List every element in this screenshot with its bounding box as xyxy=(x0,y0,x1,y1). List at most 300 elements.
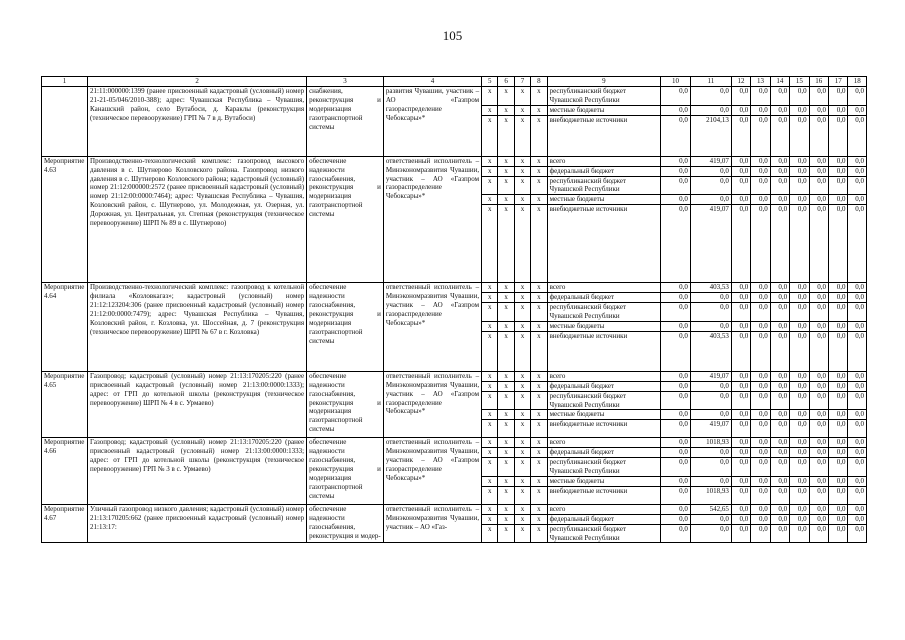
value-cell: 0,0 xyxy=(809,195,828,205)
value-cell: 0,0 xyxy=(770,448,789,458)
value-cell: 0,0 xyxy=(690,166,731,176)
code-cell: x xyxy=(514,166,530,176)
code-cell: x xyxy=(531,321,547,331)
value-cell: 0,0 xyxy=(848,524,867,543)
value-cell: 0,0 xyxy=(790,205,809,283)
value-cell: 0,0 xyxy=(661,458,691,477)
value-cell: 0,0 xyxy=(751,283,770,293)
value-cell: 0,0 xyxy=(809,410,828,420)
value-cell: 0,0 xyxy=(829,87,848,106)
code-cell: x xyxy=(482,321,498,331)
column-number: 17 xyxy=(829,77,848,87)
value-cell: 0,0 xyxy=(751,176,770,195)
value-cell: 0,0 xyxy=(731,410,750,420)
code-cell: x xyxy=(531,105,547,115)
value-cell: 0,0 xyxy=(848,293,867,303)
code-cell: x xyxy=(514,514,530,524)
value-cell: 0,0 xyxy=(790,87,809,106)
value-cell: 0,0 xyxy=(661,331,691,371)
value-cell: 0,0 xyxy=(751,331,770,371)
value-cell: 403,53 xyxy=(690,283,731,293)
measure-description: Производственно-технологический комплекс: газопровод к котельной филиала «Козловкагаз»; кадастровый (условный) номер 21:12:123204:306 (ранее присвоенный кадастровый (условный) номер 21:12:00:0000:7479); адрес: Чувашская Республика – Чувашия, Козловский район, г. Козловка, ул. Шоссейная, д. 7 (реконструкция (техническое перевооружение) ШРП № 67 в г. Козловка) xyxy=(88,283,307,372)
code-cell: x xyxy=(482,303,498,322)
value-cell: 0,0 xyxy=(690,458,731,477)
value-cell: 0,0 xyxy=(731,458,750,477)
measure-description: Газопровод; кадастровый (условный) номер 21:13:170205:220 (ранее присвоенный кадастровый (условный) номер 21:13:00:0000:1333; адрес: от ГРП до котельной школы (реконструкция (техническое перевооружение) ГРП № 3 в с. Урмаево) xyxy=(88,438,307,505)
value-cell: 0,0 xyxy=(848,105,867,115)
value-cell: 0,0 xyxy=(770,321,789,331)
value-cell: 0,0 xyxy=(751,105,770,115)
code-cell: x xyxy=(531,410,547,420)
value-cell: 0,0 xyxy=(770,371,789,381)
measure-goal: обеспечение надежности газоснабжения, реконструкция и модернизация газотранспортной системы xyxy=(307,283,384,372)
code-cell: x xyxy=(514,303,530,322)
code-cell: x xyxy=(482,458,498,477)
funding-source: республиканский бюджет Чувашской Республики xyxy=(547,87,661,106)
funding-source: республиканский бюджет Чувашской Республики xyxy=(547,176,661,195)
code-cell: x xyxy=(482,514,498,524)
value-cell: 0,0 xyxy=(661,420,691,438)
code-cell: x xyxy=(482,176,498,195)
value-cell: 419,07 xyxy=(690,420,731,438)
value-cell: 0,0 xyxy=(848,458,867,477)
value-cell: 0,0 xyxy=(790,391,809,410)
code-cell: x xyxy=(482,105,498,115)
value-cell: 0,0 xyxy=(690,514,731,524)
value-cell: 0,0 xyxy=(770,195,789,205)
code-cell: x xyxy=(482,476,498,486)
code-cell: x xyxy=(531,486,547,504)
value-cell: 0,0 xyxy=(690,195,731,205)
value-cell: 0,0 xyxy=(809,486,828,504)
code-cell: x xyxy=(514,293,530,303)
value-cell: 0,0 xyxy=(848,156,867,166)
value-cell: 0,0 xyxy=(661,87,691,106)
value-cell: 0,0 xyxy=(661,504,691,514)
funding-source: местные бюджеты xyxy=(547,195,661,205)
value-cell: 0,0 xyxy=(751,303,770,322)
column-number: 14 xyxy=(770,77,789,87)
value-cell: 0,0 xyxy=(848,504,867,514)
code-cell: x xyxy=(514,410,530,420)
value-cell: 0,0 xyxy=(848,391,867,410)
code-cell: x xyxy=(531,115,547,156)
code-cell: x xyxy=(531,87,547,106)
measure-id: Мероприятие 4.66 xyxy=(42,438,88,505)
value-cell: 0,0 xyxy=(848,438,867,448)
measure-responsible: ответственный исполнитель – Минэкономразвития Чувашии, участник – АО «Газпром газораспределение Чебоксары»* xyxy=(383,438,481,505)
value-cell: 0,0 xyxy=(690,476,731,486)
value-cell: 0,0 xyxy=(848,87,867,106)
value-cell: 0,0 xyxy=(751,391,770,410)
value-cell: 0,0 xyxy=(661,391,691,410)
value-cell: 0,0 xyxy=(829,486,848,504)
value-cell: 0,0 xyxy=(829,205,848,283)
value-cell: 419,07 xyxy=(690,371,731,381)
value-cell: 0,0 xyxy=(809,381,828,391)
value-cell: 0,0 xyxy=(790,156,809,166)
code-cell: x xyxy=(482,205,498,283)
table-row xyxy=(42,371,867,381)
value-cell: 0,0 xyxy=(790,420,809,438)
table-row xyxy=(42,87,867,106)
value-cell: 0,0 xyxy=(829,514,848,524)
measure-description: Газопровод; кадастровый (условный) номер 21:13:170205:220 (ранее присвоенный кадастровый (условный) номер 21:13:00:0000:1333); адрес: от ГРП до котельной школы (реконструкция (техническое перевооружение) ШРП № 4 в с. Урмаево) xyxy=(88,371,307,438)
funding-source: всего xyxy=(547,283,661,293)
code-cell: x xyxy=(482,410,498,420)
value-cell: 0,0 xyxy=(661,166,691,176)
code-cell: x xyxy=(498,420,514,438)
code-cell: x xyxy=(531,283,547,293)
measure-id: Мероприятие 4.67 xyxy=(42,504,88,543)
value-cell: 0,0 xyxy=(848,166,867,176)
code-cell: x xyxy=(498,476,514,486)
code-cell: x xyxy=(514,504,530,514)
code-cell: x xyxy=(514,205,530,283)
value-cell: 0,0 xyxy=(809,476,828,486)
column-number: 15 xyxy=(790,77,809,87)
value-cell: 0,0 xyxy=(751,448,770,458)
value-cell: 0,0 xyxy=(661,176,691,195)
funding-source: местные бюджеты xyxy=(547,105,661,115)
column-number: 6 xyxy=(498,77,514,87)
value-cell: 0,0 xyxy=(790,303,809,322)
value-cell: 0,0 xyxy=(848,410,867,420)
code-cell: x xyxy=(531,524,547,543)
value-cell: 0,0 xyxy=(770,293,789,303)
code-cell: x xyxy=(531,504,547,514)
value-cell: 0,0 xyxy=(790,166,809,176)
value-cell: 0,0 xyxy=(751,410,770,420)
value-cell: 0,0 xyxy=(751,166,770,176)
value-cell: 0,0 xyxy=(661,381,691,391)
code-cell: x xyxy=(531,166,547,176)
code-cell: x xyxy=(498,195,514,205)
value-cell: 0,0 xyxy=(770,391,789,410)
code-cell: x xyxy=(498,410,514,420)
value-cell: 0,0 xyxy=(809,331,828,371)
value-cell: 0,0 xyxy=(790,504,809,514)
value-cell: 0,0 xyxy=(661,195,691,205)
value-cell: 0,0 xyxy=(661,524,691,543)
column-number: 8 xyxy=(531,77,547,87)
code-cell: x xyxy=(498,156,514,166)
funding-source: республиканский бюджет Чувашской Республики xyxy=(547,524,661,543)
column-number: 9 xyxy=(547,77,661,87)
value-cell: 0,0 xyxy=(770,514,789,524)
value-cell: 542,65 xyxy=(690,504,731,514)
value-cell: 0,0 xyxy=(731,283,750,293)
funding-source: внебюджетные источники xyxy=(547,420,661,438)
value-cell: 0,0 xyxy=(790,176,809,195)
value-cell: 0,0 xyxy=(809,303,828,322)
value-cell: 0,0 xyxy=(809,371,828,381)
code-cell: x xyxy=(482,524,498,543)
measure-description: 21:11:000000:1399 (ранее присвоенный кадастровый (условный) номер 21-21-05/046/2010-388); адрес: Чувашская Республика – Чувашия, Канашский район, село Вутабоси, д. Караклы (реконструкция (техническое перевооружение) ГРП № 7 в д. Вутабоси) xyxy=(88,87,307,157)
value-cell: 0,0 xyxy=(790,283,809,293)
value-cell: 0,0 xyxy=(848,115,867,156)
code-cell: x xyxy=(514,105,530,115)
value-cell: 0,0 xyxy=(770,524,789,543)
code-cell: x xyxy=(531,156,547,166)
funding-source: внебюджетные источники xyxy=(547,205,661,283)
value-cell: 0,0 xyxy=(809,438,828,448)
value-cell: 0,0 xyxy=(731,448,750,458)
value-cell: 0,0 xyxy=(809,105,828,115)
code-cell: x xyxy=(531,458,547,477)
code-cell: x xyxy=(498,321,514,331)
value-cell: 0,0 xyxy=(829,293,848,303)
column-number: 1 xyxy=(42,77,88,87)
measure-responsible: ответственный исполнитель – Минэкономразвития Чувашии, участник – АО «Газпром газораспределение Чебоксары»* xyxy=(383,371,481,438)
measure-id xyxy=(42,87,88,157)
value-cell: 0,0 xyxy=(848,476,867,486)
value-cell: 0,0 xyxy=(770,504,789,514)
funding-source: всего xyxy=(547,371,661,381)
code-cell: x xyxy=(482,448,498,458)
value-cell: 0,0 xyxy=(661,371,691,381)
funding-source: федеральный бюджет xyxy=(547,293,661,303)
value-cell: 0,0 xyxy=(731,438,750,448)
value-cell: 1018,93 xyxy=(690,486,731,504)
value-cell: 0,0 xyxy=(661,205,691,283)
measure-id: Мероприятие 4.64 xyxy=(42,283,88,372)
value-cell: 0,0 xyxy=(690,105,731,115)
code-cell: x xyxy=(514,448,530,458)
code-cell: x xyxy=(514,391,530,410)
value-cell: 0,0 xyxy=(770,87,789,106)
column-number: 18 xyxy=(848,77,867,87)
code-cell: x xyxy=(482,381,498,391)
value-cell: 0,0 xyxy=(809,504,828,514)
measure-responsible: ответственный исполнитель – Минэкономразвития Чувашии, участник – АО «Газпром газораспределение Чебоксары»* xyxy=(383,156,481,283)
value-cell: 0,0 xyxy=(790,195,809,205)
funding-source: местные бюджеты xyxy=(547,321,661,331)
measure-goal: снабжения, реконструкция и модернизация газотранспортной системы xyxy=(307,87,384,157)
value-cell: 0,0 xyxy=(829,504,848,514)
value-cell: 0,0 xyxy=(770,303,789,322)
measure-responsible: развития Чувашии, участник – АО «Газпром газораспределение Чебоксары»* xyxy=(383,87,481,157)
code-cell: x xyxy=(482,283,498,293)
code-cell: x xyxy=(482,195,498,205)
column-number: 12 xyxy=(731,77,750,87)
value-cell: 0,0 xyxy=(829,381,848,391)
funding-source: всего xyxy=(547,438,661,448)
code-cell: x xyxy=(498,166,514,176)
value-cell: 0,0 xyxy=(809,420,828,438)
value-cell: 0,0 xyxy=(661,476,691,486)
code-cell: x xyxy=(514,115,530,156)
code-cell: x xyxy=(498,381,514,391)
value-cell: 0,0 xyxy=(751,371,770,381)
value-cell: 0,0 xyxy=(829,176,848,195)
funding-source: внебюджетные источники xyxy=(547,331,661,371)
column-number: 4 xyxy=(383,77,481,87)
value-cell: 0,0 xyxy=(731,205,750,283)
value-cell: 0,0 xyxy=(790,524,809,543)
code-cell: x xyxy=(514,331,530,371)
value-cell: 0,0 xyxy=(731,381,750,391)
value-cell: 0,0 xyxy=(790,293,809,303)
code-cell: x xyxy=(531,438,547,448)
code-cell: x xyxy=(498,283,514,293)
code-cell: x xyxy=(514,458,530,477)
value-cell: 0,0 xyxy=(770,410,789,420)
code-cell: x xyxy=(514,524,530,543)
value-cell: 0,0 xyxy=(848,381,867,391)
value-cell: 0,0 xyxy=(661,438,691,448)
code-cell: x xyxy=(482,486,498,504)
value-cell: 0,0 xyxy=(809,391,828,410)
value-cell: 0,0 xyxy=(790,458,809,477)
code-cell: x xyxy=(482,420,498,438)
header-row xyxy=(42,77,867,87)
code-cell: x xyxy=(482,156,498,166)
funding-source: всего xyxy=(547,156,661,166)
code-cell: x xyxy=(498,331,514,371)
value-cell: 0,0 xyxy=(661,303,691,322)
value-cell: 0,0 xyxy=(790,321,809,331)
value-cell: 0,0 xyxy=(848,371,867,381)
code-cell: x xyxy=(482,391,498,410)
code-cell: x xyxy=(514,476,530,486)
value-cell: 0,0 xyxy=(829,321,848,331)
value-cell: 0,0 xyxy=(661,486,691,504)
value-cell: 0,0 xyxy=(731,331,750,371)
value-cell: 419,07 xyxy=(690,156,731,166)
value-cell: 0,0 xyxy=(848,195,867,205)
value-cell: 0,0 xyxy=(790,486,809,504)
code-cell: x xyxy=(482,331,498,371)
code-cell: x xyxy=(498,115,514,156)
value-cell: 0,0 xyxy=(790,448,809,458)
value-cell: 0,0 xyxy=(809,458,828,477)
funding-source: республиканский бюджет Чувашской Республики xyxy=(547,458,661,477)
value-cell: 0,0 xyxy=(809,166,828,176)
table-row xyxy=(42,156,867,166)
funding-source: федеральный бюджет xyxy=(547,381,661,391)
code-cell: x xyxy=(482,115,498,156)
value-cell: 0,0 xyxy=(790,438,809,448)
column-number: 2 xyxy=(88,77,307,87)
code-cell: x xyxy=(531,303,547,322)
value-cell: 0,0 xyxy=(770,166,789,176)
value-cell: 0,0 xyxy=(848,448,867,458)
value-cell: 0,0 xyxy=(731,391,750,410)
code-cell: x xyxy=(498,524,514,543)
table-row xyxy=(42,504,867,514)
column-number: 5 xyxy=(482,77,498,87)
code-cell: x xyxy=(514,486,530,504)
value-cell: 0,0 xyxy=(829,331,848,371)
value-cell: 0,0 xyxy=(661,448,691,458)
value-cell: 0,0 xyxy=(809,524,828,543)
funding-source: федеральный бюджет xyxy=(547,448,661,458)
code-cell: x xyxy=(498,448,514,458)
value-cell: 0,0 xyxy=(690,410,731,420)
value-cell: 0,0 xyxy=(731,115,750,156)
code-cell: x xyxy=(498,458,514,477)
value-cell: 0,0 xyxy=(790,514,809,524)
value-cell: 0,0 xyxy=(770,331,789,371)
code-cell: x xyxy=(498,176,514,195)
value-cell: 0,0 xyxy=(751,486,770,504)
value-cell: 0,0 xyxy=(848,486,867,504)
value-cell: 0,0 xyxy=(809,448,828,458)
value-cell: 0,0 xyxy=(731,195,750,205)
code-cell: x xyxy=(498,205,514,283)
code-cell: x xyxy=(514,321,530,331)
value-cell: 0,0 xyxy=(829,371,848,381)
column-number: 16 xyxy=(809,77,828,87)
value-cell: 0,0 xyxy=(690,524,731,543)
value-cell: 0,0 xyxy=(848,514,867,524)
value-cell: 0,0 xyxy=(731,504,750,514)
value-cell: 0,0 xyxy=(829,156,848,166)
value-cell: 0,0 xyxy=(731,176,750,195)
measure-goal: обеспечение надежности газоснабжения, реконструкция и модернизация газотранспортной системы xyxy=(307,156,384,283)
measure-description: Уличный газопровод низкого давления; кадастровый (условный) номер 21:13:170205:662 (ранее присвоенный кадастровый (условный) номер 21:13:17: xyxy=(88,504,307,543)
value-cell: 0,0 xyxy=(731,524,750,543)
value-cell: 0,0 xyxy=(751,115,770,156)
value-cell: 0,0 xyxy=(790,331,809,371)
measure-id: Мероприятие 4.65 xyxy=(42,371,88,438)
measure-id: Мероприятие 4.63 xyxy=(42,156,88,283)
measure-goal: обеспечение надежности газоснабжения, реконструкция и модернизация газотранспортной системы xyxy=(307,371,384,438)
value-cell: 0,0 xyxy=(770,458,789,477)
value-cell: 0,0 xyxy=(751,476,770,486)
value-cell: 0,0 xyxy=(731,514,750,524)
value-cell: 0,0 xyxy=(829,438,848,448)
code-cell: x xyxy=(531,391,547,410)
value-cell: 0,0 xyxy=(809,321,828,331)
value-cell: 0,0 xyxy=(751,87,770,106)
value-cell: 0,0 xyxy=(661,514,691,524)
value-cell: 0,0 xyxy=(829,476,848,486)
code-cell: x xyxy=(482,87,498,106)
value-cell: 0,0 xyxy=(809,156,828,166)
measure-description: Производственно-технологический комплекс: газопровод высокого давления в с. Шутнерово Козловского района. Газопровод низкого давления в с. Шутнерово Козловского района; кадастровый (условный) номер 21:12:000000:2572 (ранее присвоенный кадастровый (условный) номер 21:12:00:0000:7464); адрес: Чувашская Республика – Чувашия, Козловский район, с. Шутнерово, ул. Молодежная, ул. Озерная, ул. Дорожная, ул. Центральная, ул. Степная (реконструкция (техническое перевооружение) ШРП № 89 в с. Шутнерово) xyxy=(88,156,307,283)
value-cell: 0,0 xyxy=(770,283,789,293)
value-cell: 0,0 xyxy=(661,156,691,166)
value-cell: 0,0 xyxy=(770,381,789,391)
value-cell: 0,0 xyxy=(661,105,691,115)
funding-source: федеральный бюджет xyxy=(547,166,661,176)
value-cell: 0,0 xyxy=(731,303,750,322)
code-cell: x xyxy=(514,438,530,448)
funding-source: республиканский бюджет Чувашской Республики xyxy=(547,391,661,410)
value-cell: 0,0 xyxy=(809,205,828,283)
funding-source: внебюджетные источники xyxy=(547,486,661,504)
value-cell: 0,0 xyxy=(751,293,770,303)
value-cell: 0,0 xyxy=(770,105,789,115)
value-cell: 0,0 xyxy=(790,410,809,420)
code-cell: x xyxy=(498,371,514,381)
value-cell: 0,0 xyxy=(809,87,828,106)
value-cell: 0,0 xyxy=(770,486,789,504)
value-cell: 0,0 xyxy=(661,293,691,303)
value-cell: 0,0 xyxy=(690,303,731,322)
value-cell: 0,0 xyxy=(731,371,750,381)
value-cell: 0,0 xyxy=(661,115,691,156)
table-row xyxy=(42,438,867,448)
value-cell: 0,0 xyxy=(751,205,770,283)
value-cell: 0,0 xyxy=(770,205,789,283)
value-cell: 403,53 xyxy=(690,331,731,371)
value-cell: 0,0 xyxy=(829,458,848,477)
code-cell: x xyxy=(498,293,514,303)
value-cell: 0,0 xyxy=(770,115,789,156)
